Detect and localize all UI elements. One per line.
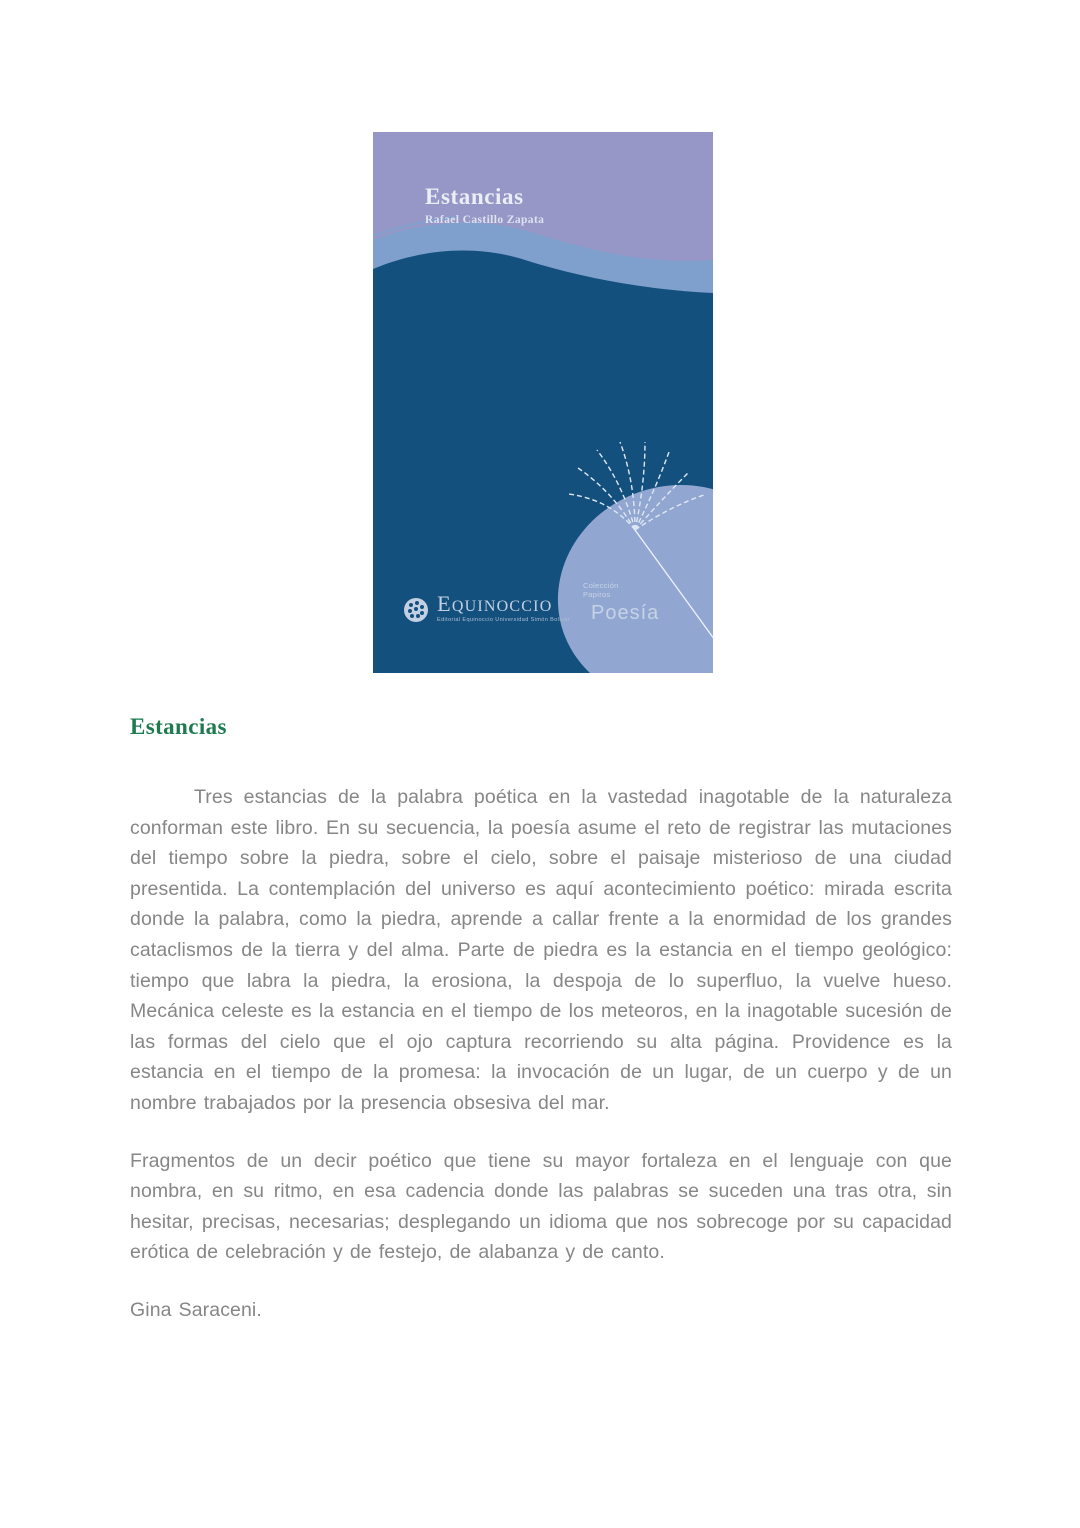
collection-label [583, 582, 659, 624]
cover-author: Rafael Castillo Zapata [425, 214, 545, 226]
collection-line1: Colección [583, 581, 619, 590]
article-paragraph-2: Fragmentos de un decir poético que tiene su mayor fortaleza en el lenguaje con que nombra, en su ritmo, en esa cadencia donde las palabras se suceden una tras otra, sin hesitar, precisas, necesarias; desplegando un idioma que nos sobrecoge por su capacidad erótica de celebración y de festejo, de alabanza y de canto. [130, 1149, 952, 1264]
article-paragraph-1: Tres estancias de la palabra poética en la vastedad inagotable de la naturaleza conforman este libro. En su secuencia, la poesía asume el reto de registrar las mutaciones del tiempo sobre la piedra, sobre el cielo, sobre el paisaje misterioso de una ciudad presentida. La contemplación del universo es aquí acontecimiento poético: mirada escrita donde la palabra, como la piedra, aprende a callar frente a la enormidad de los grandes cataclismos de la tierra y del alma. Parte de piedra es la estancia en el tiempo geológico: tiempo que labra la piedra, la erosiona, la despoja de lo superfluo, la vuelve hueso. Mecánica celeste es la estancia en el tiempo de los meteoros, en la inagotable sucesión de las formas del cielo que el ojo captura recorriendo su alta página. Providence es la estancia en el tiempo de la promesa: la invocación de un lugar, de un cuerpo y de un nombre trabajados por la presencia obsesiva del mar. [130, 786, 952, 1114]
article-heading: Estancias [130, 714, 227, 739]
collection-series: Poesía [591, 602, 660, 624]
article-signature: Gina Saraceni. [130, 1298, 262, 1321]
book-cover [373, 132, 713, 673]
collection-line2: Papiros [583, 589, 611, 599]
publisher-logo [399, 591, 571, 628]
cover-title: Estancias [425, 184, 524, 209]
equinoccio-emblem-icon [399, 594, 433, 628]
publisher-subtext: Editorial Equinoccio Universidad Simón Bolívar [437, 617, 571, 623]
article [130, 714, 952, 1353]
publisher-name: EQUINOCCIO [437, 591, 553, 616]
